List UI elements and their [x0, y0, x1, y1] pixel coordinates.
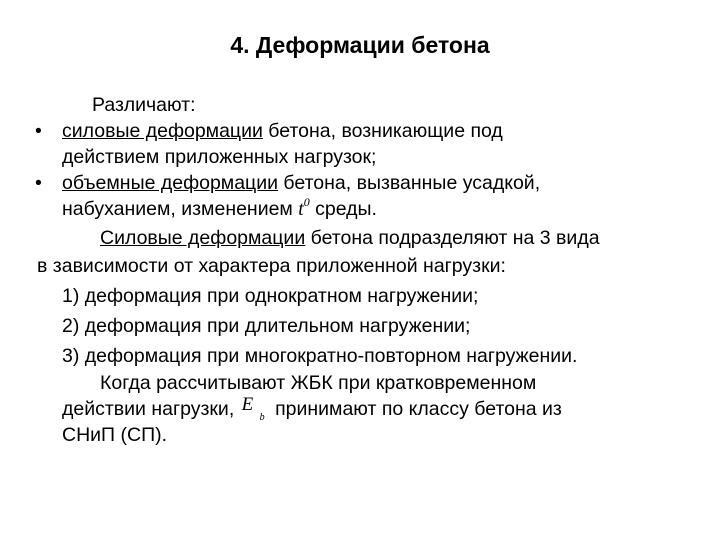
- temperature-symbol: t: [298, 199, 304, 220]
- formula-subscript: b: [259, 412, 265, 423]
- elastic-modulus-formula: [240, 394, 270, 423]
- bullet-marker: •: [35, 172, 42, 194]
- para-3-line-2: [62, 396, 562, 422]
- para-2-rest: бетона подразделяют на 3 вида: [305, 227, 600, 249]
- term-force-deformations: силовые деформации: [62, 120, 263, 142]
- para-3-line-3: СНиП (СП).: [62, 424, 167, 446]
- bullet-1-line-2: действием приложенных нагрузок;: [62, 146, 377, 168]
- term-force-deformations-2: Силовые деформации: [100, 227, 306, 249]
- bullet-2-cont-pre: набуханием, изменением: [62, 198, 299, 220]
- formula-e: E: [241, 394, 254, 415]
- intro-text: Различают:: [92, 94, 196, 116]
- list-item-2: 2) деформация при длительном нагружении;: [62, 315, 471, 337]
- list-item-3: 3) деформация при многократно-повторном нагружении.: [62, 345, 578, 367]
- bullet-2-cont-post: среды.: [309, 198, 377, 220]
- slide-title: 4. Деформации бетона: [230, 32, 490, 58]
- para-3-line-1: Когда рассчитывают ЖБК при кратковременном: [100, 372, 537, 394]
- bullet-2-line-1: [62, 170, 540, 196]
- bullet-1-rest: бетона, возникающие под: [262, 120, 503, 142]
- temperature-superscript: 0: [303, 195, 310, 209]
- bullet-1-line-1: [62, 118, 503, 144]
- para-3-line-2-post: принимают по классу бетона из: [269, 398, 562, 420]
- term-volume-deformations: объемные деформации: [62, 172, 279, 194]
- list-item-1: 1) деформация при однократном нагружении;: [62, 285, 479, 307]
- bullet-2-line-2: [62, 196, 377, 224]
- para-2-line-2: в зависимости от характера приложенной нагрузки:: [37, 255, 506, 277]
- para-2-line-1: [100, 225, 600, 251]
- bullet-marker: •: [35, 120, 42, 142]
- bullet-2-rest: бетона, вызванные усадкой,: [278, 172, 541, 194]
- para-3-line-2-pre: действии нагрузки,: [62, 398, 240, 420]
